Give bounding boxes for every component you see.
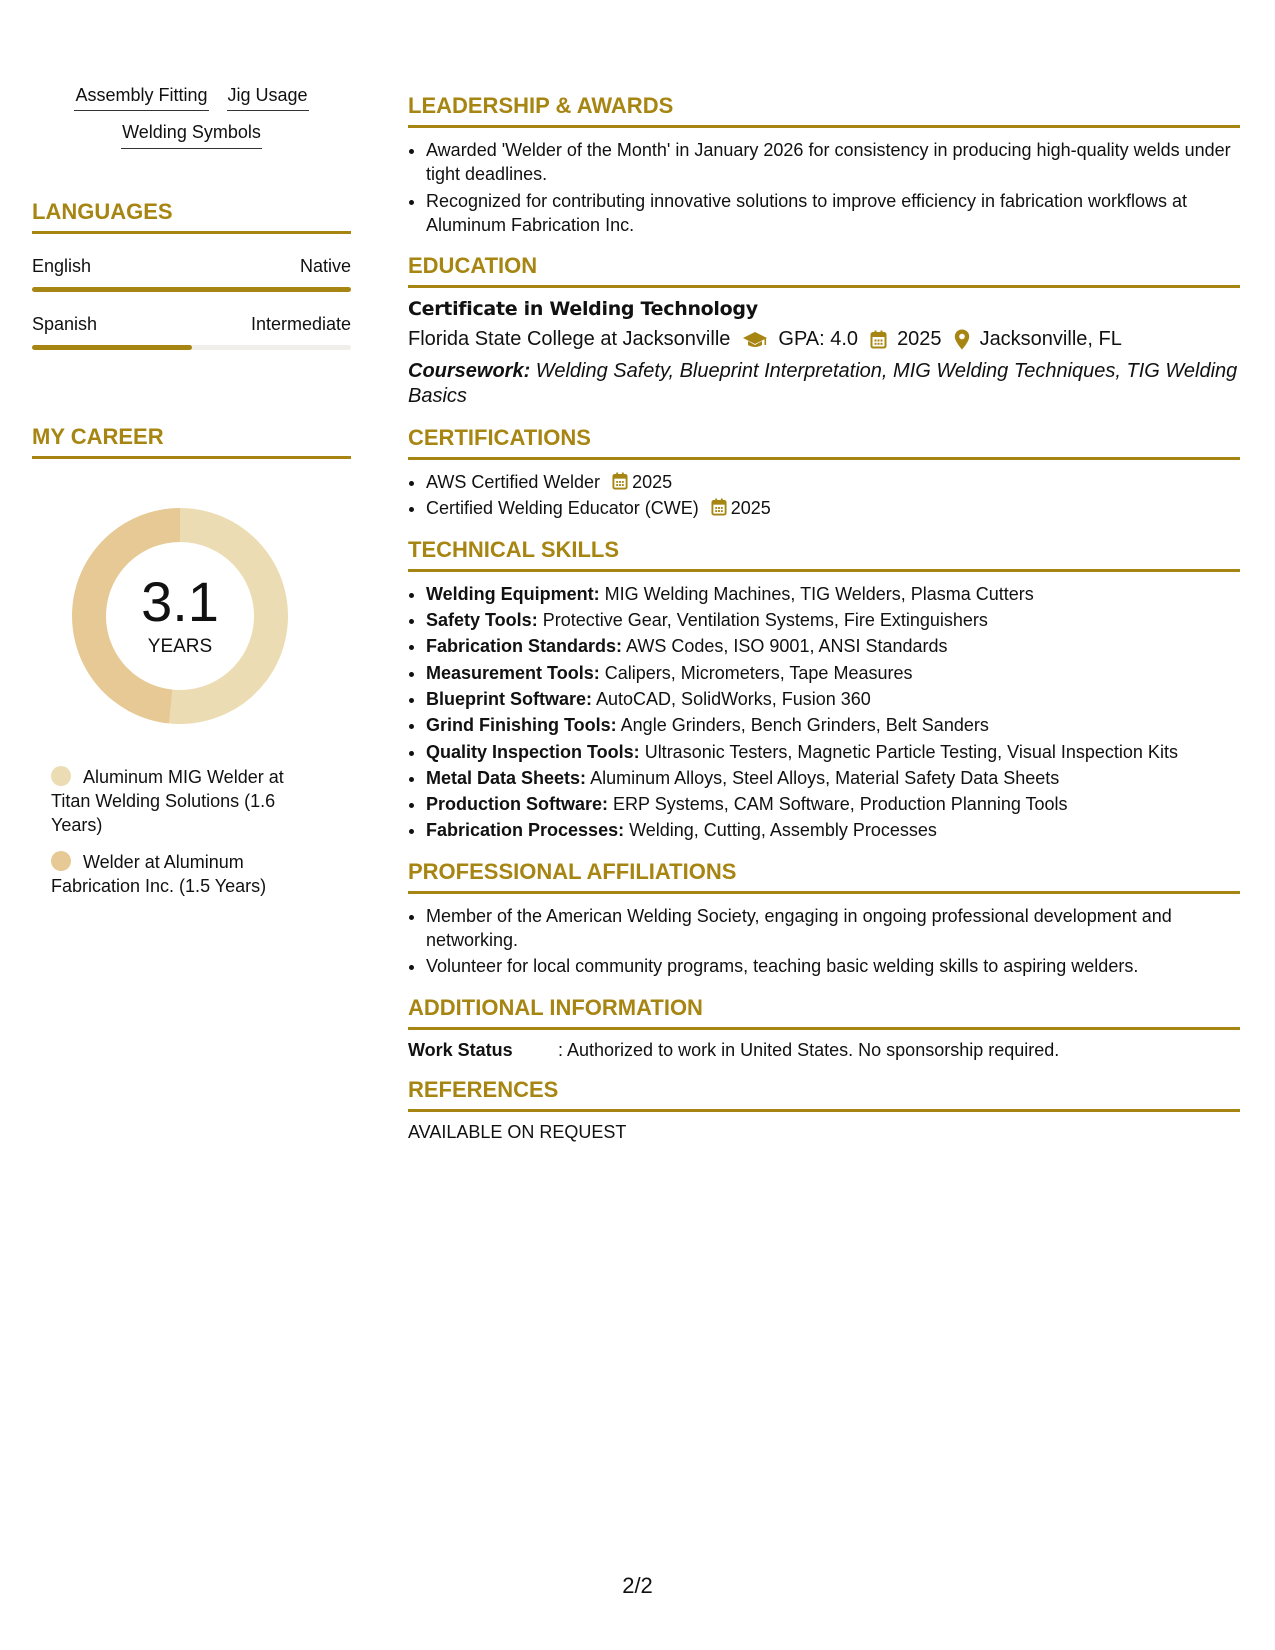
skill-item	[426, 818, 1240, 842]
skill-item	[426, 740, 1240, 764]
skill-value: Protective Gear, Ventilation Systems, Fire Extinguishers	[537, 610, 988, 631]
skill-value: AWS Codes, ISO 9001, ANSI Standards	[622, 636, 948, 657]
skill-label: Fabrication Standards:	[426, 636, 623, 657]
certifications-section	[408, 425, 1240, 521]
education-details	[408, 328, 1240, 351]
career-legend-item	[51, 765, 311, 838]
gpa: GPA: 4.0	[778, 328, 859, 351]
skill-label: Grind Finishing Tools:	[426, 715, 617, 736]
skill-item	[426, 792, 1240, 816]
affiliations-section	[408, 859, 1240, 979]
career-heading: MY CAREER	[32, 424, 351, 459]
skill-item	[426, 766, 1240, 790]
work-status-label: Work Status	[408, 1039, 513, 1060]
page-number: 2/2	[622, 1573, 653, 1598]
references-section	[408, 1077, 1240, 1143]
language-level: Intermediate	[250, 313, 351, 334]
skill-label: Blueprint Software:	[426, 688, 593, 709]
section-heading: TECHNICAL SKILLS	[408, 537, 1240, 572]
section-heading: REFERENCES	[408, 1077, 1240, 1112]
skill-item	[426, 634, 1240, 658]
certification-item	[426, 496, 1240, 520]
section-heading: PROFESSIONAL AFFILIATIONS	[408, 859, 1240, 894]
graduation-year: 2025	[897, 328, 942, 351]
language-name: English	[32, 255, 92, 276]
certification-name: AWS Certified Welder	[426, 472, 601, 493]
degree-title: Certificate in Welding Technology	[408, 298, 758, 321]
career-donut-chart	[65, 501, 295, 731]
certification-item	[426, 470, 1240, 494]
skill-label: Quality Inspection Tools:	[426, 741, 640, 762]
skill-value: Angle Grinders, Bench Grinders, Belt Sanders	[616, 715, 989, 736]
skill-item	[426, 713, 1240, 737]
skill-label: Welding Equipment:	[426, 583, 600, 604]
coursework-text: Welding Safety, Blueprint Interpretation, MIG Welding Techniques, TIG Welding Basics	[408, 360, 1238, 408]
languages-heading: LANGUAGES	[32, 199, 351, 234]
career-total-unit: YEARS	[147, 635, 213, 657]
calendar-icon	[612, 472, 628, 490]
language-bar-fill	[32, 345, 192, 350]
section-heading: LEADERSHIP & AWARDS	[408, 93, 1240, 128]
career-legend-label: Aluminum MIG Welder at Titan Welding Solutions (1.6 Years)	[51, 766, 284, 836]
location-pin-icon	[954, 329, 970, 350]
skill-value: MIG Welding Machines, TIG Welders, Plasma Cutters	[599, 583, 1034, 604]
skill-tags	[32, 82, 351, 149]
career-legend-dot	[51, 851, 71, 871]
section-heading: ADDITIONAL INFORMATION	[408, 995, 1240, 1030]
skill-item	[426, 661, 1240, 685]
references-text: AVAILABLE ON REQUEST	[408, 1121, 627, 1142]
main-column	[408, 93, 1240, 1159]
career-legend-dot	[51, 766, 71, 786]
school-name: Florida State College at Jacksonville	[408, 328, 731, 351]
skill-value: Aluminum Alloys, Steel Alloys, Material Safety Data Sheets	[586, 767, 1060, 788]
skill-item	[426, 582, 1240, 606]
coursework	[408, 359, 1240, 409]
skill-value: Ultrasonic Testers, Magnetic Particle Testing, Visual Inspection Kits	[639, 741, 1178, 762]
skill-label: Safety Tools:	[426, 610, 538, 631]
technical-skills-section	[408, 537, 1240, 843]
school-location: Jacksonville, FL	[979, 328, 1122, 351]
language-bar-fill	[32, 287, 351, 292]
skill-label: Measurement Tools:	[426, 662, 600, 683]
career-legend-item	[51, 850, 311, 899]
coursework-label: Coursework:	[408, 360, 531, 383]
section-heading: EDUCATION	[408, 253, 1240, 288]
certification-year: 2025	[632, 472, 673, 493]
skill-label: Fabrication Processes:	[426, 820, 625, 841]
language-row	[32, 314, 351, 350]
skill-tag: Jig Usage	[227, 82, 309, 111]
leadership-section	[408, 93, 1240, 237]
certification-name: Certified Welding Educator (CWE)	[426, 498, 699, 519]
language-name: Spanish	[32, 313, 98, 334]
skill-tag: Welding Symbols	[121, 119, 262, 148]
list-item: • Member of the American Welding Society, engaging in ongoing professional development and networking.	[426, 904, 1240, 953]
sidebar	[32, 82, 351, 910]
list-item: • Volunteer for local community programs, teaching basic welding skills to aspiring welders.	[426, 954, 1240, 978]
certification-year: 2025	[730, 498, 771, 519]
skill-value: ERP Systems, CAM Software, Production Planning Tools	[608, 794, 1068, 815]
skill-label: Metal Data Sheets:	[426, 767, 587, 788]
work-status-value: : Authorized to work in United States. No sponsorship required.	[558, 1039, 1060, 1060]
career-total-years: 3.1	[141, 569, 219, 633]
skill-value: AutoCAD, SolidWorks, Fusion 360	[592, 688, 871, 709]
list-item: • Awarded 'Welder of the Month' in January 2026 for consistency in producing high-quality welds under tight deadlines.	[426, 138, 1240, 187]
list-item: • Recognized for contributing innovative solutions to improve efficiency in fabrication workflows at Aluminum Fabrication Inc.	[426, 189, 1240, 238]
calendar-icon	[711, 498, 727, 516]
skill-tag: Assembly Fitting	[74, 82, 208, 111]
skill-label: Production Software:	[426, 794, 609, 815]
language-row	[32, 256, 351, 292]
skill-value: Calipers, Micrometers, Tape Measures	[599, 662, 913, 683]
skill-value: Welding, Cutting, Assembly Processes	[624, 820, 937, 841]
career-legend	[51, 765, 311, 898]
language-bar-track	[32, 345, 351, 350]
additional-info-section	[408, 995, 1240, 1061]
skill-item	[426, 608, 1240, 632]
career-legend-label: Welder at Aluminum Fabrication Inc. (1.5 Years)	[51, 851, 267, 896]
education-section	[408, 253, 1240, 409]
skill-item	[426, 687, 1240, 711]
language-bar-track	[32, 287, 351, 292]
calendar-icon	[870, 330, 887, 349]
section-heading: CERTIFICATIONS	[408, 425, 1240, 460]
graduation-cap-icon	[742, 330, 768, 350]
work-status-row	[408, 1040, 1240, 1061]
language-level: Native	[299, 255, 351, 276]
